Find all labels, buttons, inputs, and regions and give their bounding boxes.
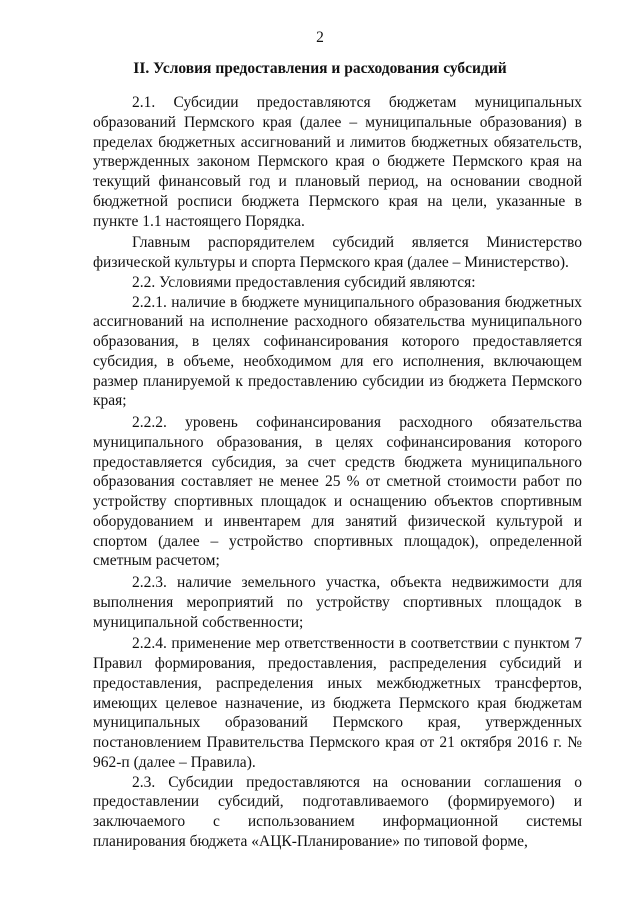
paragraph-2-2-3: 2.2.3. наличие земельного участка, объекта недвижимости для выполнения мероприятий по устройству спортивных площадок в муниципальной собственности; (93, 574, 582, 631)
paragraph-2-3: 2.3. Субсидии предоставляются на основании соглашения о предоставлении субсидий, подготавливаемого (формируемого) и заключаемого с использованием информационной системы планирования бюджета «АЦК-Планирование» по типовой форме, (93, 773, 582, 850)
paragraph-2-2-2: 2.2.2. уровень софинансирования расходного обязательства муниципального образования, в целях софинансирования которого предоставляется субсидия, за счет средств бюджета муниципального образования составляет не менее 25 % от сметной стоимости работ по устройству спортивных площадок и оснащению объектов спортивным оборудованием и инвентарем для занятий физической культурой и спортом (далее – устройство спортивных площадок), определенной сметным расчетом; (93, 414, 582, 570)
paragraph-2-2: 2.2. Условиями предоставления субсидий являются: (132, 273, 476, 291)
paragraph-2-1: 2.1. Субсидии предоставляются бюджетам муниципальных образований Пермского края (далее – муниципальные образования) в пределах бюджетных ассигнований и лимитов бюджетных обязательств, утвержденных законом Пермского края о бюджете Пермского края на текущий финансовый год и плановый период, на основании сводной бюджетной росписи бюджета Пермского края на цели, указанные в пункте 1.1 настоящего Порядка. (93, 94, 582, 230)
page-number: 2 (316, 29, 324, 46)
section-title: II. Условия предоставления и расходования субсидий (133, 60, 507, 77)
paragraph-main-manager: Главным распорядителем субсидий является Министерство физической культуры и спорта Пермского края (далее – Министерство). (93, 234, 582, 271)
document-body (93, 93, 582, 852)
paragraph-2-2-4: 2.2.4. применение мер ответственности в соответствии с пунктом 7 Правил формирования, предоставления, распределения субсидий и предоставления, распределения иных межбюджетных трансфертов, имеющих целевое назначение, из бюджета Пермского края бюджетам муниципальных образований Пермского края, утвержденных постановлением Правительства Пермского края от 21 октября 2016 г. № 962-п (далее – Правила). (93, 635, 582, 771)
paragraph-2-2-1: 2.2.1. наличие в бюджете муниципального образования бюджетных ассигнований на исполнение расходного обязательства муниципального образования, в целях софинансирования которого предоставляется субсидия, в объеме, необходимом для его исполнения, включающем размер планируемой к предоставлению субсидии из бюджета Пермского края; (93, 293, 582, 410)
